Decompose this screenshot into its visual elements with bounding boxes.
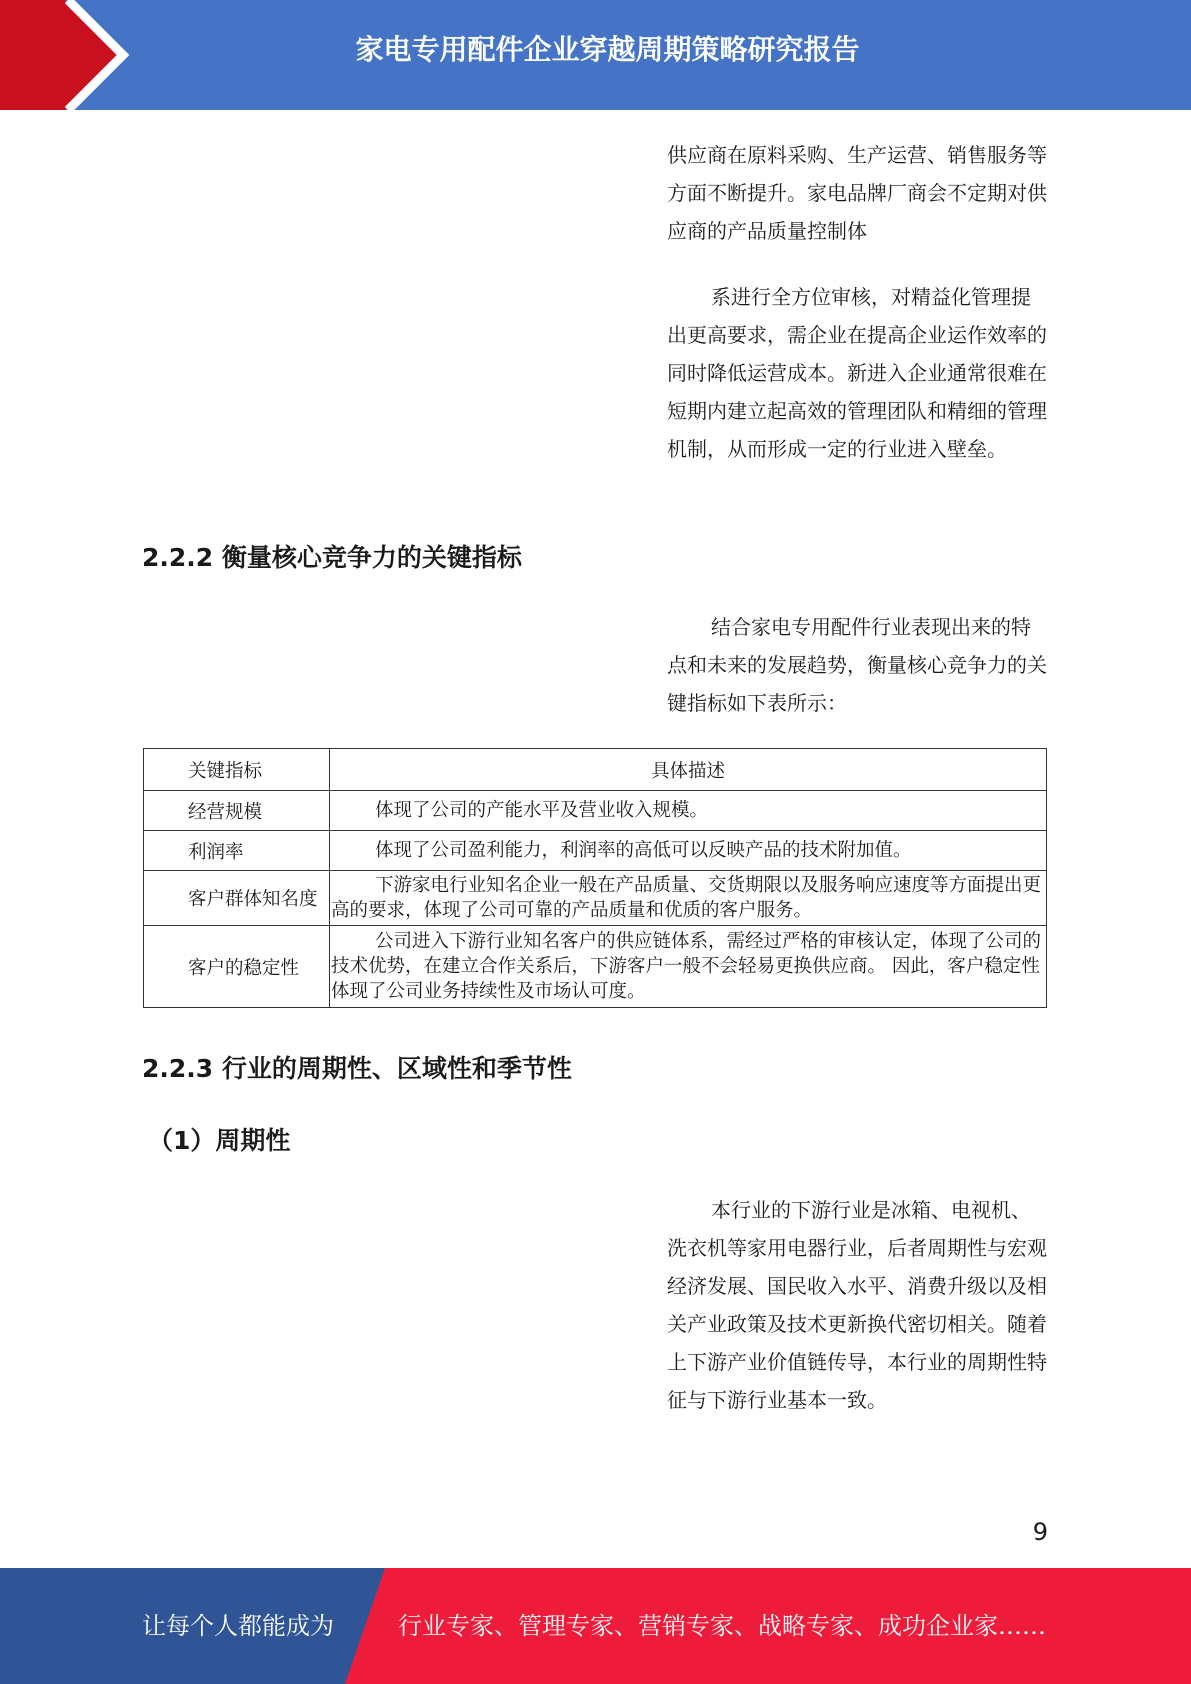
section-heading-2-2-3: 2.2.3 行业的周期性、区域性和季节性 xyxy=(142,1054,572,1083)
table-cell-key: 利润率 xyxy=(144,831,330,871)
report-title: 家电专用配件企业穿越周期策略研究报告 xyxy=(355,33,860,66)
table-header-desc: 具体描述 xyxy=(330,749,1047,791)
table-row xyxy=(144,926,1047,1008)
paragraph-cyclicality: 本行业的下游行业是冰箱、电视机、洗衣机等家用电器行业，后者周期性与宏观经济发展、国民收入水平、消费升级以及相关产业政策及技术更新换代密切相关。随着上下游产业价值链传导，本行业的周期性特征与下游行业基本一致。 xyxy=(667,1198,1047,1412)
table-row xyxy=(144,871,1047,926)
table-cell-key: 客户的稳定性 xyxy=(144,926,330,1008)
table-row xyxy=(144,791,1047,831)
paragraph-management-barrier: 系进行全方位审核，对精益化管理提出更高要求，需企业在提高企业运作效率的同时降低运营成本。新进入企业通常很难在短期内建立起高效的管理团队和精细的管理机制，从而形成一定的行业进入壁垒。 xyxy=(667,285,1047,461)
page-number: 9 xyxy=(1032,1518,1048,1546)
kpi-table xyxy=(143,748,1047,1008)
table-cell-key: 客户群体知名度 xyxy=(144,871,330,926)
table-cell-desc: 体现了公司的产能水平及营业收入规模。 xyxy=(330,791,1047,831)
footer-slogan-right: 行业专家、管理专家、营销专家、战略专家、成功企业家…… xyxy=(398,1612,1046,1640)
table-cell-desc: 体现了公司盈利能力，利润率的高低可以反映产品的技术附加值。 xyxy=(330,831,1047,871)
table-cell-desc: 下游家电行业知名企业一般在产品质量、交货期限以及服务响应速度等方面提出更高的要求，体现了公司可靠的产品质量和优质的客户服务。 xyxy=(330,871,1047,926)
footer-slogan-left: 让每个人都能成为 xyxy=(142,1612,334,1640)
subsection-heading-cyclicality: （1）周期性 xyxy=(148,1126,291,1155)
table-row xyxy=(144,831,1047,871)
table-header-key: 关键指标 xyxy=(144,749,330,791)
page-footer xyxy=(0,1568,1191,1684)
page-header xyxy=(0,0,1191,110)
table-cell-key: 经营规模 xyxy=(144,791,330,831)
section-heading-2-2-2: 2.2.2 衡量核心竞争力的关键指标 xyxy=(142,543,522,572)
table-cell-desc: 公司进入下游行业知名客户的供应链体系，需经过严格的审核认定，体现了公司的技术优势，在建立合作关系后，下游客户一般不会轻易更换供应商。 因此，客户稳定性体现了公司业务持续性及市场认可度。 xyxy=(330,926,1047,1008)
table-header-row xyxy=(144,749,1047,791)
paragraph-kpi-intro: 结合家电专用配件行业表现出来的特点和未来的发展趋势，衡量核心竞争力的关键指标如下表所示： xyxy=(667,615,1047,715)
paragraph-supplier-requirements: 供应商在原料采购、生产运营、销售服务等方面不断提升。家电品牌厂商会不定期对供应商的产品质量控制体 xyxy=(667,143,1047,243)
